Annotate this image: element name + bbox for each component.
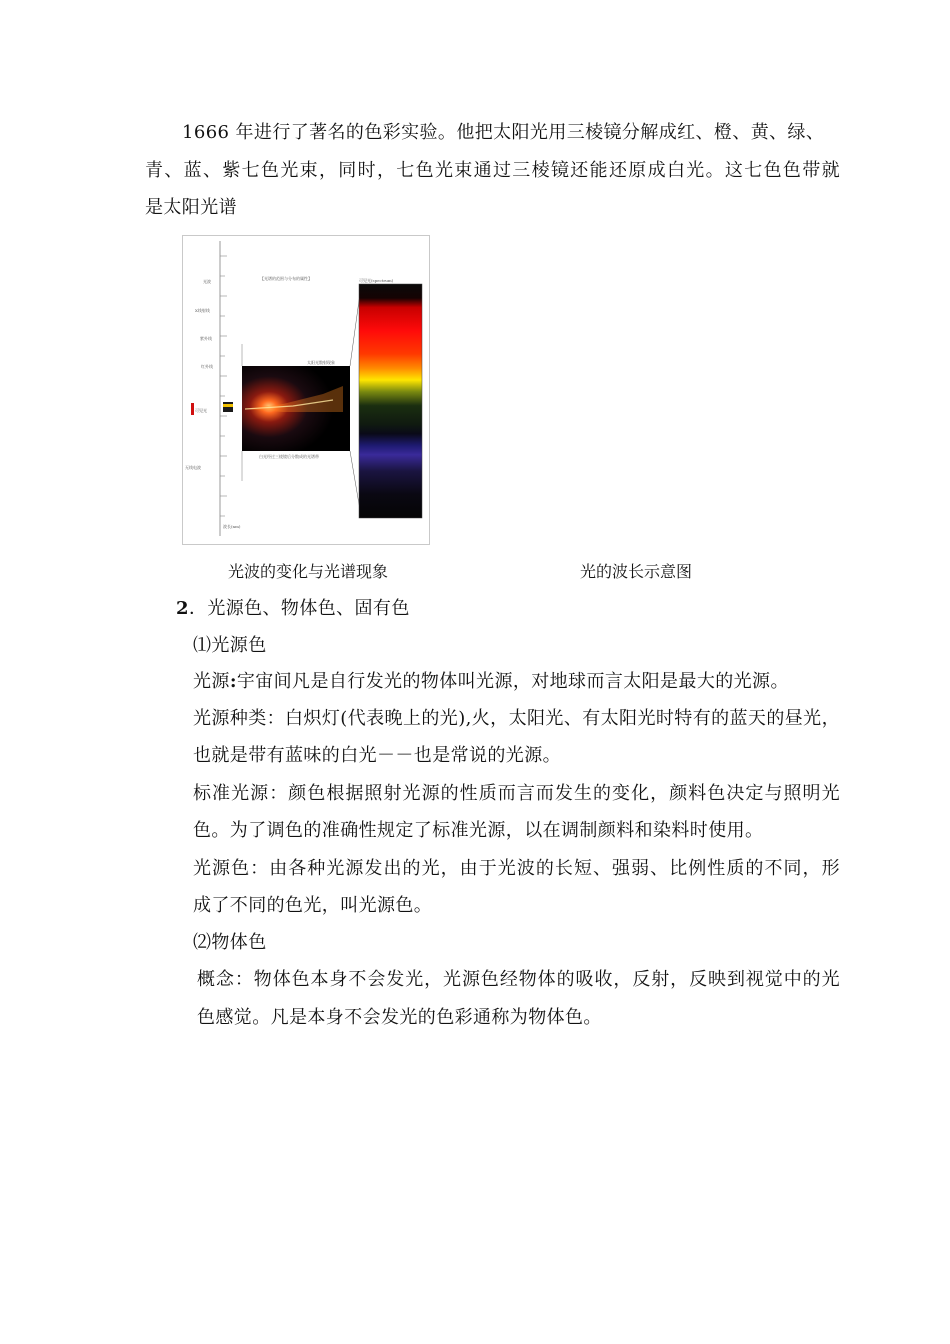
scale-label: 光波 <box>203 279 211 284</box>
paragraph-line: 概念：物体色本身不会发光，光源色经物体的吸收，反射，反映到视觉中的光 <box>197 969 840 990</box>
scale-label: X线射线 <box>195 308 210 313</box>
intro-line-2: 青、蓝、紫七色光束，同时，七色光束通过三棱镜还能还原成白光。这七色色带就 <box>145 160 840 181</box>
intro-line-1: 1666 年进行了著名的色彩实验。他把太阳光用三棱镜分解成红、橙、黄、绿、 <box>182 122 825 143</box>
term-label: 光源 <box>193 671 230 692</box>
paragraph-line: 色。为了调色的准确性规定了标准光源，以在调制颜料和染料时使用。 <box>193 820 764 841</box>
subsection-heading: ⑴光源色 <box>193 635 267 656</box>
intro-line-3: 是太阳光谱 <box>145 197 237 218</box>
light-source-definition <box>193 669 789 695</box>
paragraph-line: 成了不同的色光，叫光源色。 <box>193 895 433 916</box>
prism-top-label: 太阳光散射现象 <box>307 360 335 365</box>
paragraph-line: 光源色：由各种光源发出的光，由于光波的长短、强弱、比例性质的不同，形 <box>193 858 840 879</box>
section-number: 2 <box>176 598 189 619</box>
section-title: ．光源色、物体色、固有色 <box>188 598 410 619</box>
paragraph-line: 色感觉。凡是本身不会发光的色彩通称为物体色。 <box>197 1007 602 1028</box>
figure-header-label: 【光谱的范围与分布的属性】 <box>260 276 312 281</box>
paragraph-line: 也就是带有蓝味的白光－－也是常说的光源。 <box>193 745 561 766</box>
bottom-axis-label: 波长(nm) <box>223 524 241 529</box>
scale-label: 可见光 <box>195 408 207 413</box>
figure-caption-left: 光波的变化与光谱现象 <box>228 562 389 581</box>
figure-caption-right: 光的波长示意图 <box>580 562 693 581</box>
scale-label: 紫外线 <box>200 336 212 341</box>
spectrum-figure <box>182 235 430 545</box>
term-colon: : <box>229 671 237 692</box>
scale-label: 无线电波 <box>185 465 201 470</box>
prism-bottom-label: 白光经过三棱镜后分散成的光谱带 <box>259 454 319 459</box>
spectrum-label: 可见光(spectrum) <box>359 278 394 283</box>
subsection-heading: ⑵物体色 <box>193 932 267 953</box>
paragraph-line: 光源种类：白炽灯(代表晚上的光),火，太阳光、有太阳光时特有的蓝天的昼光， <box>193 708 840 729</box>
term-text: 宇宙间凡是自行发光的物体叫光源，对地球而言太阳是最大的光源。 <box>236 671 789 692</box>
section-heading <box>176 596 410 622</box>
scale-label: 红外线 <box>201 364 213 369</box>
paragraph-line: 标准光源：颜色根据照射光源的性质而言而发生的变化，颜料色决定与照明光 <box>193 783 840 804</box>
